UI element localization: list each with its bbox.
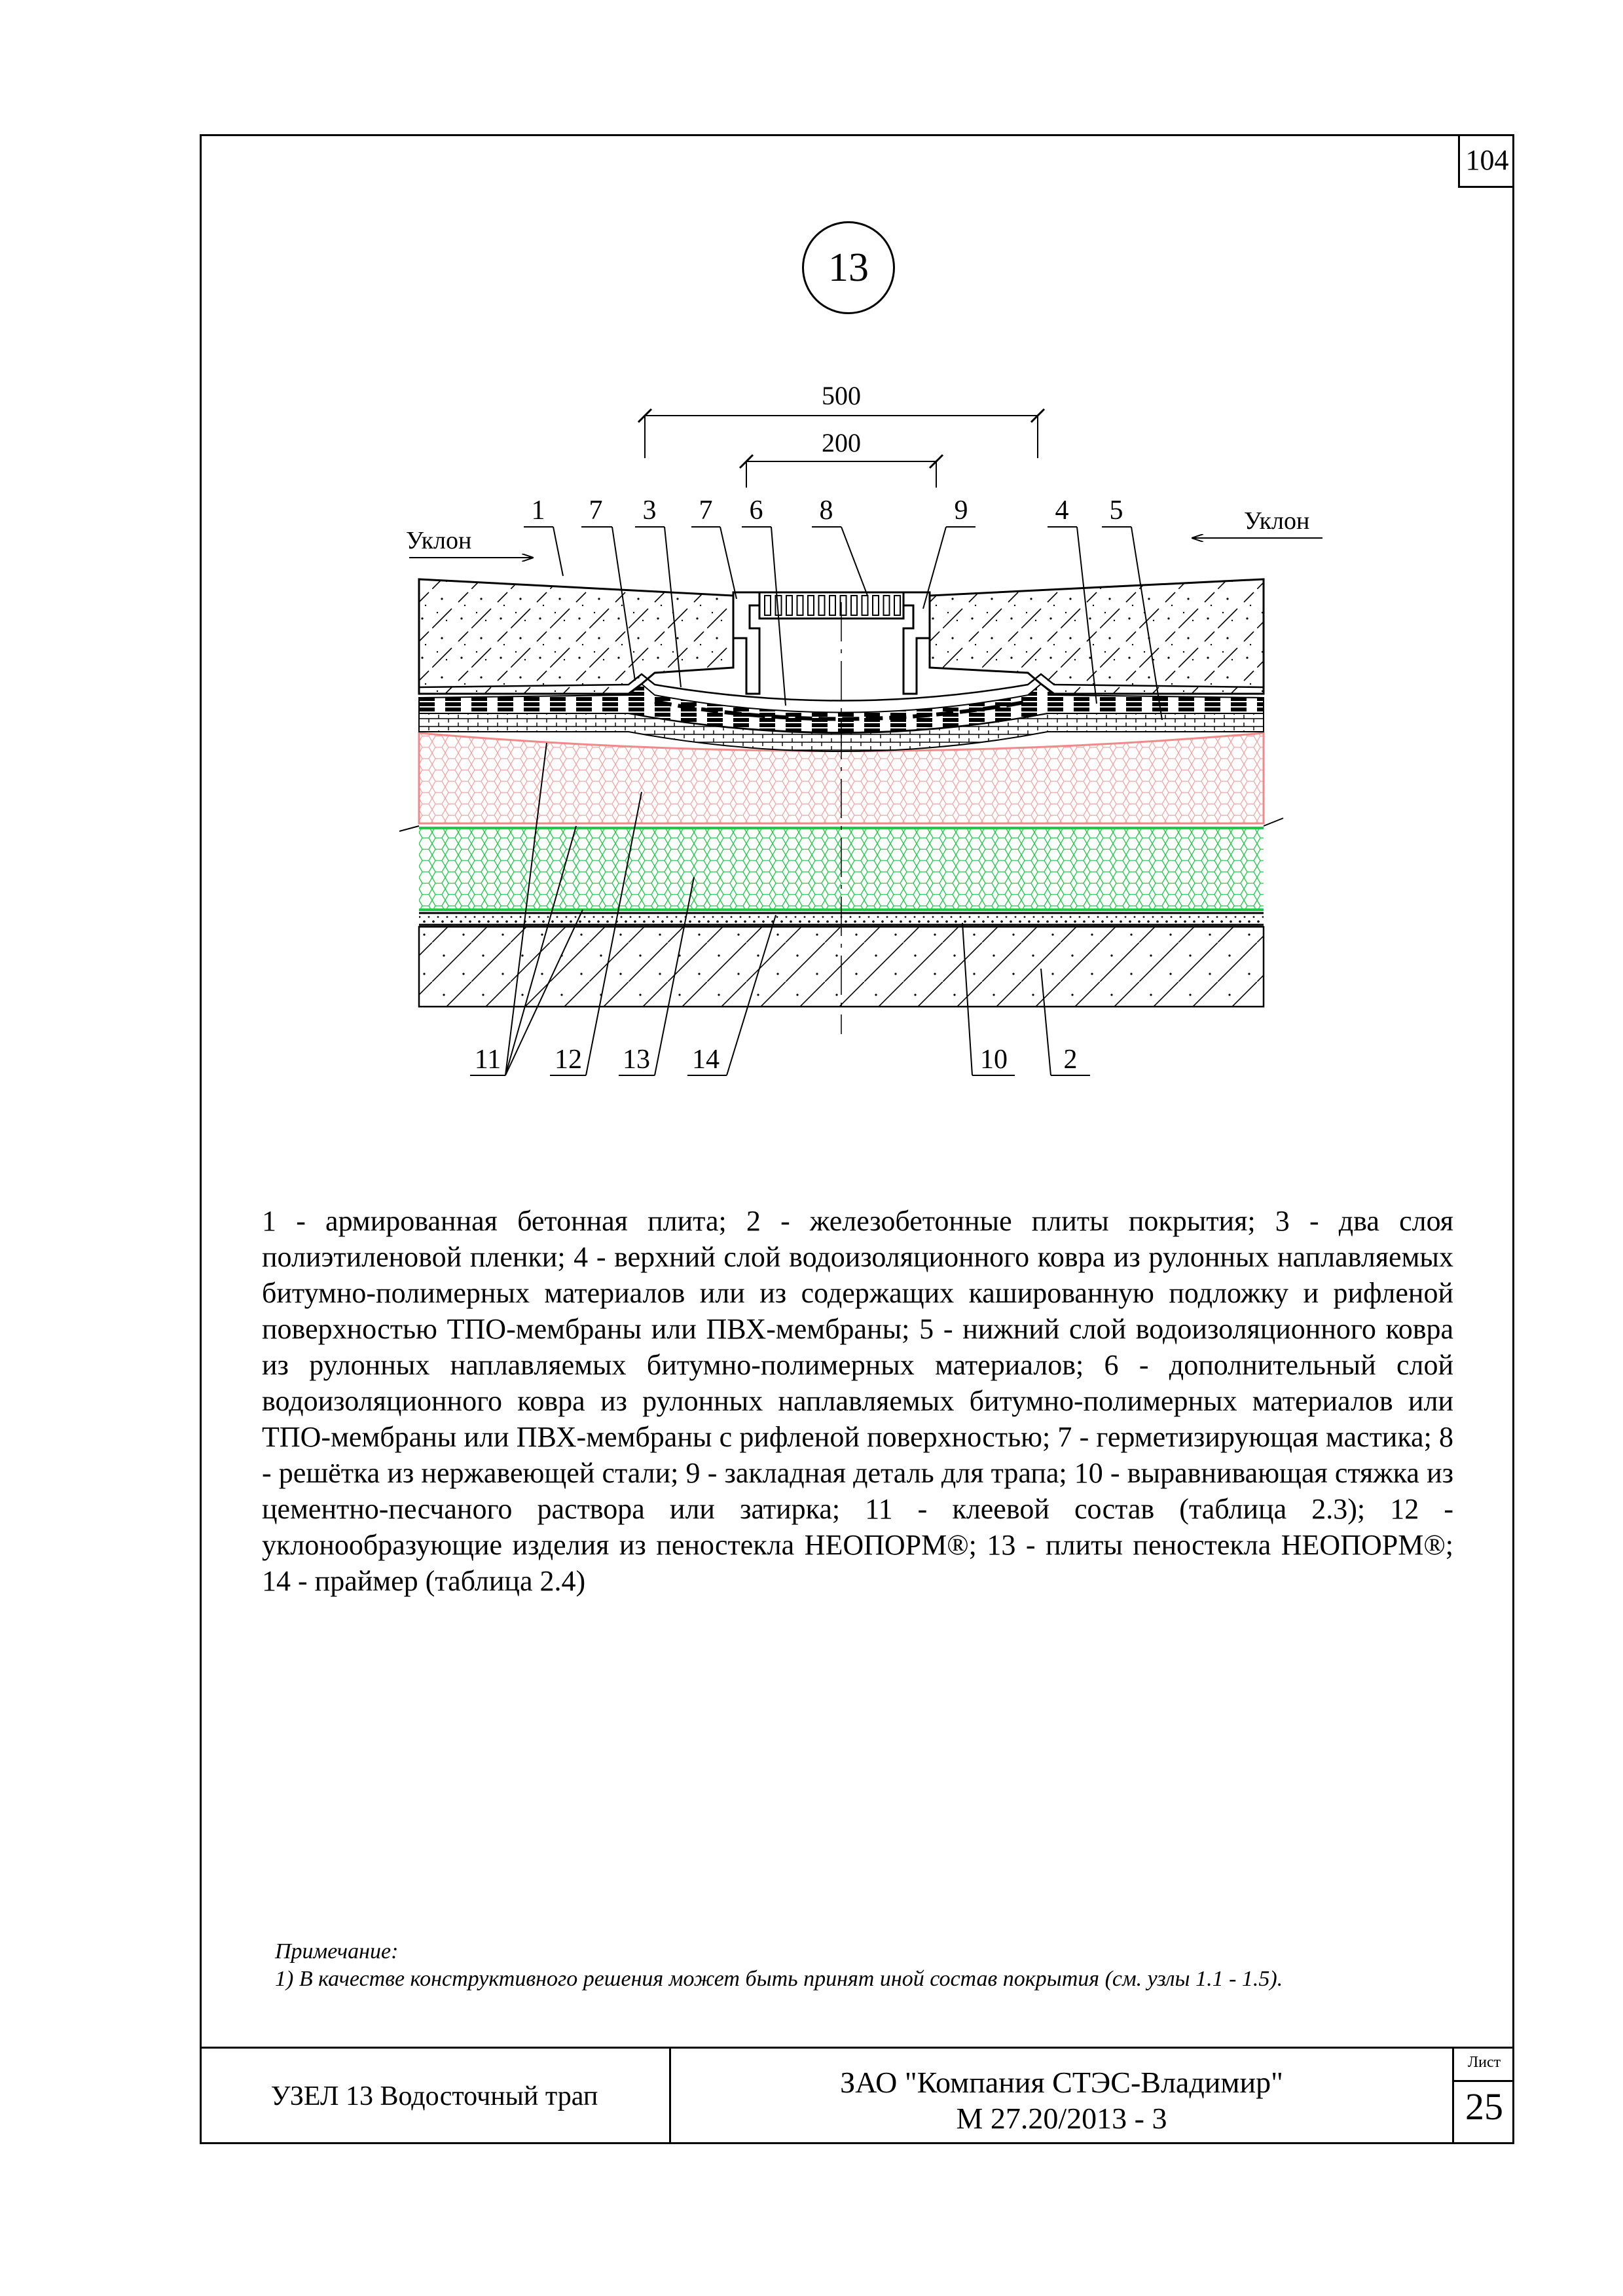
part-8-stainless-grating [759,592,903,619]
layer-1-reinforced-concrete-left [419,579,733,694]
svg-text:14: 14 [692,1045,720,1075]
callout-8 [812,495,867,596]
part-9-embedded-drain-left [733,592,759,694]
grating-slat [894,596,900,615]
svg-text:7: 7 [589,495,603,526]
grating-slat [808,596,814,615]
callout-7-right [691,495,737,599]
svg-text:4: 4 [1055,495,1069,526]
svg-text:12: 12 [555,1045,582,1075]
title-block-sheet-cell [1452,2047,1514,2144]
svg-text:7: 7 [699,495,713,526]
grating-slat [873,596,879,615]
grating-slat [851,596,857,615]
svg-text:11: 11 [474,1045,501,1075]
title-block-sheet-label: Лист [1454,2054,1514,2082]
sheet-corner-number: 104 [1458,134,1514,188]
note-title: Примечание: [275,1939,399,1964]
node-number-circle: 13 [802,221,895,314]
svg-text:6: 6 [749,495,763,526]
title-block-node-name: УЗЕЛ 13 Водосточный трап [200,2047,669,2144]
grating-slat [797,596,803,615]
grating-slat [819,596,825,615]
slope-label-left: Уклон [406,527,472,554]
svg-text:8: 8 [819,495,833,526]
grating-slat [862,596,868,615]
title-block-sheet-number: 25 [1465,2085,1503,2128]
svg-text:9: 9 [954,495,968,526]
svg-text:13: 13 [623,1045,650,1075]
grating-slat [884,596,890,615]
dim-500-label: 500 [822,381,861,410]
drain-node-section-drawing [0,0,1623,1113]
legend-text: 1 - армированная бетонная плита; 2 - железобетонные плиты покрытия; 3 - два слоя полиэтиленовой пленки; 4 - верхний слой водоизоляционного ковра из рулонных наплавляемых битумно-полимерных материалов или из содержащих кашированную подложку и рифленой поверхностью ТПО-мембраны или ПВХ-мембраны; 5 - нижний слой водоизоляционного ковра из рулонных наплавляемых битумно-полимерных материалов; 6 - дополнительный слой водоизоляционного ковра из рулонных наплавляемых битумно-полимерных материалов или ТПО-мембраны или ПВХ-мембраны с рифленой поверхностью; 7 - герметизирующая мастика; 8 - решётка из нержавеющей стали; 9 - закладная деталь для трапа; 10 - выравнивающая стяжка из цементно-песчаного раствора или затирка; 11 - клеевой состав (таблица 2.3); 12 - уклонообразующие изделия из пеностекла НЕОПОРМ®; 13 - плиты пеностекла НЕОПОРМ®; 14 - праймер (таблица 2.4) [262,1205,1453,1597]
callout-9 [923,495,976,609]
note-text: 1) В качестве конструктивного решения может быть принят иной состав покрытия (см. узлы 1.1 - 1.5). [275,1967,1283,1991]
svg-text:3: 3 [642,495,657,526]
layer-1-reinforced-concrete-right [930,579,1264,694]
part-9-embedded-drain-right [903,592,930,694]
svg-text:1: 1 [531,495,545,526]
title-block-document-code: М 27.20/2013 - 3 [956,2102,1167,2135]
grating-slat [765,596,771,615]
grating-slat [830,596,835,615]
title-block-organization: ЗАО "Компания СТЭС-Владимир" [840,2066,1283,2099]
dim-200-label: 200 [822,428,861,457]
callout-1 [524,495,563,576]
grating-slat [786,596,792,615]
slope-label-right: Уклон [1244,507,1310,535]
svg-text:2: 2 [1063,1045,1078,1075]
svg-text:5: 5 [1109,495,1123,526]
svg-text:10: 10 [980,1045,1008,1075]
title-block-organization-cell [669,2047,1452,2144]
title-block [200,2047,1514,2144]
